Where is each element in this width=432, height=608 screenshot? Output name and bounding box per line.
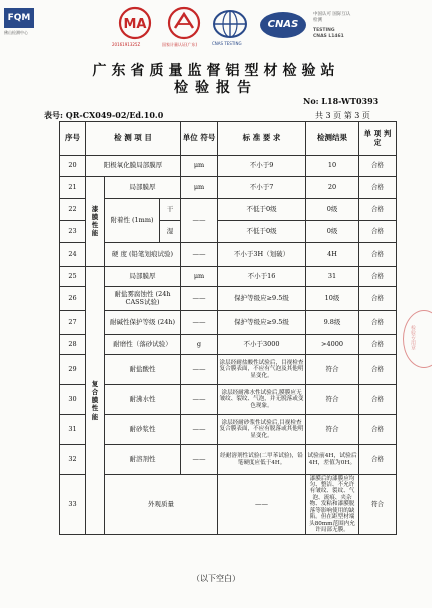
fqm-logo [4,8,44,38]
cell-result: 20 [306,177,359,199]
cell-standard: 保护等级应≥9.5级 [218,287,306,311]
cal-logo-caption: 国家计量认证(广东) [162,42,198,47]
cell-judge: 合格 [359,199,397,221]
col-item: 检 测 项 目 [86,122,181,156]
cell-result: 10 [306,156,359,177]
table-row [60,335,397,355]
cell-item: 耐溶剂性 [105,445,181,475]
ilac-caption: CNAS TESTING [212,41,242,46]
cell-item: 耐沸水性 [105,385,181,415]
cell-judge: 合格 [359,355,397,385]
cell-standard: 不小于9 [218,156,306,177]
cell-judge: 合格 [359,267,397,287]
cell-standard: 涂层经耐沸水性试验后,膜膜应无皱纹、裂纹、气泡，并无脱落或变色现象。 [218,385,306,415]
cell-unit: —— [181,243,218,267]
cell-judge: 合格 [359,445,397,475]
cell-standard: 保护等级应≥9.5级 [218,311,306,335]
table-row [60,355,397,385]
cell-standard: 不小于7 [218,177,306,199]
cell-seq: 22 [60,199,86,221]
group-label: 复合膜性能 [91,380,99,421]
accreditation-logos [0,6,432,52]
cell-item: 局部膜厚 [105,177,181,199]
cell-standard: 不小于3000 [218,335,306,355]
cell-result: 31 [306,267,359,287]
report-number: No: L18-WT0393 [303,96,379,106]
cell-seq: 33 [60,475,86,535]
col-unit: 单位 符号 [181,122,218,156]
cell-unit: —— [181,445,218,475]
cell-seq: 27 [60,311,86,335]
cell-item: 耐磨性（落砂试验） [105,335,181,355]
table-row [60,475,397,535]
cell-seq: 26 [60,287,86,311]
fqm-logo-mark: FQM [4,8,34,28]
cell-item: 阳极氧化膜局部膜厚 [86,156,181,177]
cell-standard: 经耐溶剂性试验(二甲苯试验)，铅笔硬度应低于4H。 [218,445,306,475]
inspection-seal-text: 检验专用章 [410,325,416,350]
cell-seq: 20 [60,156,86,177]
cell-result: 10级 [306,287,359,311]
cell-judge: 合格 [359,156,397,177]
cell-item: 耐碱性保护等级 (24h) [105,311,181,335]
cell-seq: 30 [60,385,86,415]
cell-result: 试验前4H，试验后4H，差值为0H。 [306,445,359,475]
table-row [60,311,397,335]
cell-seq: 23 [60,221,86,243]
group-composite-film [86,267,105,535]
table-row [60,445,397,475]
cell-unit: μm [181,156,218,177]
cell-unit: —— [181,415,218,445]
cell-result: 符合 [359,475,397,535]
report-subtitle: 检验报告 [174,80,258,96]
cell-seq: 24 [60,243,86,267]
svg-text:MA: MA [123,17,147,32]
cell-seq: 29 [60,355,86,385]
cell-judge: 合格 [359,335,397,355]
cell-judge: 合格 [359,221,397,243]
cell-result: 4H [306,243,359,267]
cell-result: 符合 [306,415,359,445]
cell-unit: —— [218,475,306,535]
table-row [60,385,397,415]
group-label: 漆膜性能 [91,205,99,238]
cell-item: 外观质量 [105,475,218,535]
cell-unit: —— [181,287,218,311]
cell-standard: 不低于0级 [218,221,306,243]
cnas-logo-text: CNAS [267,19,299,30]
table-row [60,199,397,221]
cell-judge: 合格 [359,287,397,311]
cell-item: 耐盐雾腐蚀性 (24h CASS试验) [105,287,181,311]
table-row [60,287,397,311]
cell-unit: —— [181,199,218,243]
cell-unit: —— [181,385,218,415]
cell-unit: —— [181,311,218,335]
cell-item: 局部膜厚 [105,267,181,287]
inspection-seal [403,310,432,368]
cell-seq: 28 [60,335,86,355]
cell-result: 符合 [306,355,359,385]
cell-unit: —— [181,355,218,385]
table-row [60,156,397,177]
cell-judge: 合格 [359,311,397,335]
cell-result: 9.8级 [306,311,359,335]
cell-standard: 不小于16 [218,267,306,287]
cell-item: 耐盐酸性 [105,355,181,385]
cell-item: 附着性 (1mm) [105,199,160,243]
fqm-logo-caption: 佛山检测中心 [4,30,28,35]
inspection-table [59,121,397,535]
cell-seq: 32 [60,445,86,475]
cma-logo [112,6,158,50]
cma-logo-icon [112,6,158,40]
cell-result: 符合 [306,385,359,415]
group-paint-film [86,177,105,267]
cell-item: 硬 度 (铅笔划痕试验) [105,243,181,267]
cell-judge: 合格 [359,177,397,199]
ilac-mra-logo [210,8,252,50]
col-result: 检测结果 [306,122,359,156]
table-row [60,415,397,445]
cell-subitem: 干 [160,199,181,221]
form-number: 表号: QR-CX049-02/Ed.10.0 [44,110,164,120]
cnas-cn-caption: 中国认可 国际互认 检测 [313,12,351,23]
cell-judge: 合格 [359,385,397,415]
cnas-testing-caption: TESTING [313,28,335,33]
cell-result: >4000 [306,335,359,355]
cell-unit: g [181,335,218,355]
cell-standard: 不小于3H（划破） [218,243,306,267]
cell-result: 0级 [306,199,359,221]
page-indicator: 共 3 页 第 3 页 [315,111,370,120]
table-header-row [60,122,397,156]
cell-result: 0级 [306,221,359,243]
cnas-logo [258,10,308,44]
cal-logo-icon [164,6,204,40]
cell-subitem: 湿 [160,221,181,243]
cell-unit: μm [181,177,218,199]
cell-seq: 21 [60,177,86,199]
report-title: 广东省质量监督铝型材检验站 [92,63,340,79]
cell-judge: 合格 [359,243,397,267]
cell-standard: 涂层经耐砂浆性试验后,目视检查复合膜表面，不应有脱落或其他明显变化。 [218,415,306,445]
cell-seq: 25 [60,267,86,287]
table-row [60,177,397,199]
globe-icon [210,8,250,40]
col-judge: 单 项 判 定 [359,122,397,156]
col-seq: 序号 [60,122,86,156]
cnas-number: CNAS L1461 [313,34,344,39]
table-row [60,243,397,267]
cal-logo [164,6,204,50]
cell-judge: 合格 [359,415,397,445]
cell-standard: 漆膜后的漆膜应均匀、整洁、不允许有皱纹、裂纹、气泡、流痕、夹杂物、发粘和漆膜脱落等影响使用的缺陷。但在距型材端头80mm范围内允许局部无膜。 [306,475,359,535]
col-standard: 标 准 要 求 [218,122,306,156]
cell-seq: 31 [60,415,86,445]
cell-standard: 涂层经耐盐酸性试验后，目视检查复合膜表面，不应有气泡及其他明显变化。 [218,355,306,385]
cell-standard: 不低于0级 [218,199,306,221]
cell-unit: μm [181,267,218,287]
end-note: （以下空白） [192,574,240,583]
cell-item: 耐砂浆性 [105,415,181,445]
cma-number: 2016191325Z [112,42,141,47]
table-row [60,267,397,287]
cnas-caption-block [313,12,373,48]
